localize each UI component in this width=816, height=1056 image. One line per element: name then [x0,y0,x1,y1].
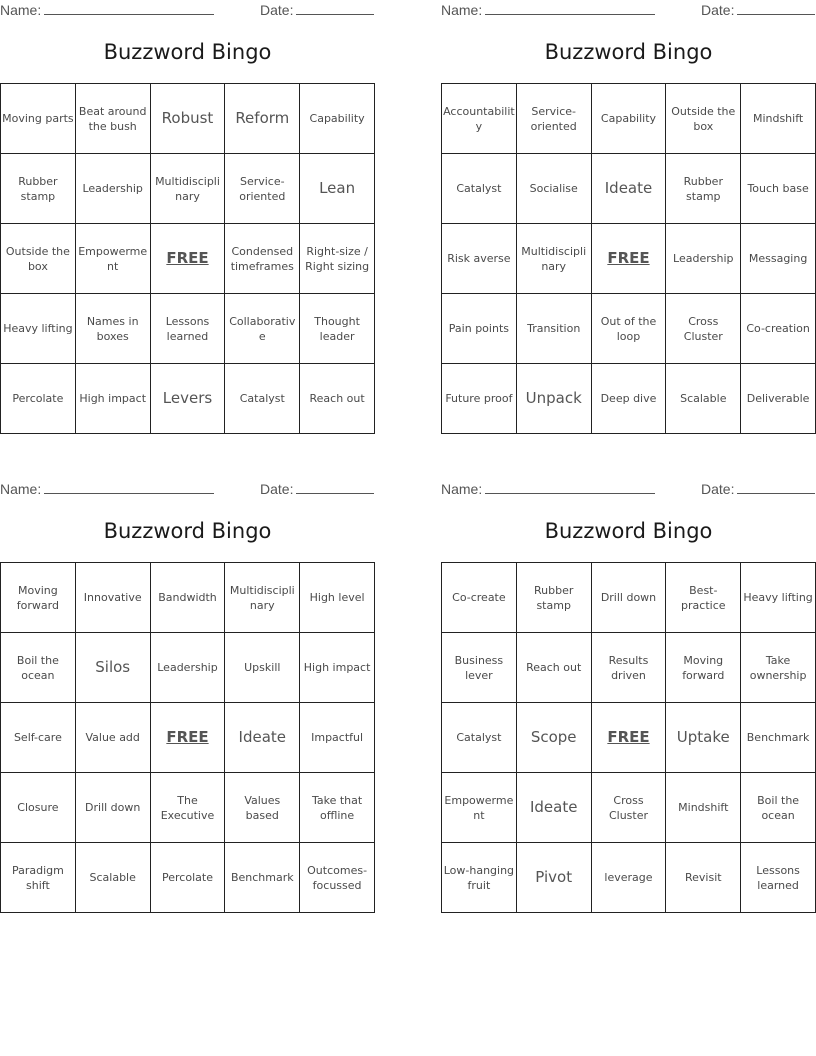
bingo-grid [0,562,375,913]
bingo-cell: Business lever [442,633,517,703]
bingo-cell: Thought leader [300,294,375,364]
bingo-cell: Capability [300,84,375,154]
name-blank-line [44,481,214,494]
bingo-cell: Outside the box [1,224,76,294]
bingo-card [0,0,375,436]
name-field [441,481,655,497]
bingo-cell: Right-size / Right sizing [300,224,375,294]
date-field [260,2,374,18]
bingo-cell: Messaging [741,224,816,294]
bingo-cell: Co-creation [741,294,816,364]
bingo-cell: Ideate [225,703,300,773]
free-space-cell: FREE [592,703,667,773]
bingo-cell: Leadership [76,154,151,224]
bingo-cell: Impactful [300,703,375,773]
name-label: Name: [441,2,483,18]
date-label: Date: [701,2,735,18]
bingo-cell: Touch base [741,154,816,224]
card-title: Buzzword Bingo [544,40,713,64]
bingo-cell: Upskill [225,633,300,703]
bingo-cell: Rubber stamp [517,563,592,633]
name-field [0,2,214,18]
bingo-cell: Boil the ocean [1,633,76,703]
name-blank-line [485,481,655,494]
name-field [0,481,214,497]
date-blank-line [737,481,815,494]
bingo-card [0,479,375,915]
bingo-cell: Results driven [592,633,667,703]
bingo-cell: Scalable [76,843,151,913]
bingo-cell: Uptake [666,703,741,773]
bingo-cell: Beat around the bush [76,84,151,154]
bingo-cell: Robust [151,84,226,154]
bingo-cell: Silos [76,633,151,703]
bingo-cell: Drill down [592,563,667,633]
bingo-cell: Multidisciplinary [517,224,592,294]
bingo-cell: Empowerment [76,224,151,294]
bingo-cell: Closure [1,773,76,843]
bingo-cell: Risk averse [442,224,517,294]
bingo-cell: Heavy lifting [1,294,76,364]
bingo-cell: Rubber stamp [666,154,741,224]
date-field [701,2,815,18]
card-title: Buzzword Bingo [103,40,272,64]
bingo-cell: Cross Cluster [592,773,667,843]
bingo-cell: Mindshift [666,773,741,843]
name-label: Name: [441,481,483,497]
free-space-cell: FREE [151,703,226,773]
bingo-cell: Scalable [666,364,741,434]
bingo-cell: Values based [225,773,300,843]
bingo-cell: leverage [592,843,667,913]
bingo-cell: Capability [592,84,667,154]
bingo-cell: Boil the ocean [741,773,816,843]
bingo-cell: Take that offline [300,773,375,843]
card-header [441,2,816,20]
bingo-cell: Empowerment [442,773,517,843]
card-header [0,481,375,499]
bingo-cell: Levers [151,364,226,434]
bingo-cell: Cross Cluster [666,294,741,364]
date-blank-line [296,2,374,15]
free-space-cell: FREE [151,224,226,294]
bingo-cell: Leadership [666,224,741,294]
bingo-cell: High impact [76,364,151,434]
bingo-cell: Percolate [151,843,226,913]
bingo-cell: Leadership [151,633,226,703]
date-blank-line [296,481,374,494]
bingo-cell: Reach out [300,364,375,434]
bingo-cell: Condensed timeframes [225,224,300,294]
bingo-cell: Accountability [442,84,517,154]
card-title: Buzzword Bingo [544,519,713,543]
bingo-cell: Heavy lifting [741,563,816,633]
bingo-cell: Benchmark [741,703,816,773]
bingo-cell: Outside the box [666,84,741,154]
bingo-cell: Pivot [517,843,592,913]
bingo-cell: Service-oriented [225,154,300,224]
bingo-cell: High impact [300,633,375,703]
bingo-cell: Names in boxes [76,294,151,364]
bingo-cell: Deliverable [741,364,816,434]
bingo-cell: The Executive [151,773,226,843]
bingo-cell: Reach out [517,633,592,703]
bingo-cell: High level [300,563,375,633]
bingo-cell: Best-practice [666,563,741,633]
bingo-cell: Innovative [76,563,151,633]
name-blank-line [44,2,214,15]
bingo-cell: Lessons learned [151,294,226,364]
bingo-cell: Ideate [592,154,667,224]
bingo-cell: Moving forward [1,563,76,633]
bingo-grid [441,83,816,434]
name-label: Name: [0,481,42,497]
bingo-cell: Self-care [1,703,76,773]
date-blank-line [737,2,815,15]
bingo-cell: Benchmark [225,843,300,913]
bingo-cell: Co-create [442,563,517,633]
bingo-cell: Moving parts [1,84,76,154]
name-field [441,2,655,18]
bingo-cell: Deep dive [592,364,667,434]
bingo-cell: Moving forward [666,633,741,703]
bingo-cell: Catalyst [225,364,300,434]
bingo-cell: Bandwidth [151,563,226,633]
bingo-cell: Ideate [517,773,592,843]
date-label: Date: [260,481,294,497]
bingo-cell: Drill down [76,773,151,843]
bingo-cell: Reform [225,84,300,154]
date-field [260,481,374,497]
bingo-grid [0,83,375,434]
bingo-cell: Socialise [517,154,592,224]
bingo-card [441,479,816,915]
date-label: Date: [701,481,735,497]
bingo-grid [441,562,816,913]
bingo-cell: Revisit [666,843,741,913]
bingo-cell: Low-hanging fruit [442,843,517,913]
bingo-cell: Multidisciplinary [151,154,226,224]
bingo-cell: Lessons learned [741,843,816,913]
bingo-cell: Multidisciplinary [225,563,300,633]
bingo-cell: Value add [76,703,151,773]
bingo-cell: Collaborative [225,294,300,364]
bingo-cell: Rubber stamp [1,154,76,224]
bingo-cell: Percolate [1,364,76,434]
bingo-cell: Unpack [517,364,592,434]
bingo-cell: Out of the loop [592,294,667,364]
bingo-cell: Outcomes-focussed [300,843,375,913]
name-blank-line [485,2,655,15]
bingo-cell: Scope [517,703,592,773]
bingo-cell: Catalyst [442,703,517,773]
card-header [0,2,375,20]
bingo-cell: Catalyst [442,154,517,224]
bingo-cell: Transition [517,294,592,364]
bingo-cell: Mindshift [741,84,816,154]
date-field [701,481,815,497]
date-label: Date: [260,2,294,18]
bingo-cell: Service-oriented [517,84,592,154]
card-header [441,481,816,499]
card-title: Buzzword Bingo [103,519,272,543]
bingo-cell: Take ownership [741,633,816,703]
bingo-cell: Pain points [442,294,517,364]
bingo-cell: Future proof [442,364,517,434]
free-space-cell: FREE [592,224,667,294]
bingo-cell: Paradigm shift [1,843,76,913]
name-label: Name: [0,2,42,18]
bingo-cell: Lean [300,154,375,224]
bingo-card [441,0,816,436]
